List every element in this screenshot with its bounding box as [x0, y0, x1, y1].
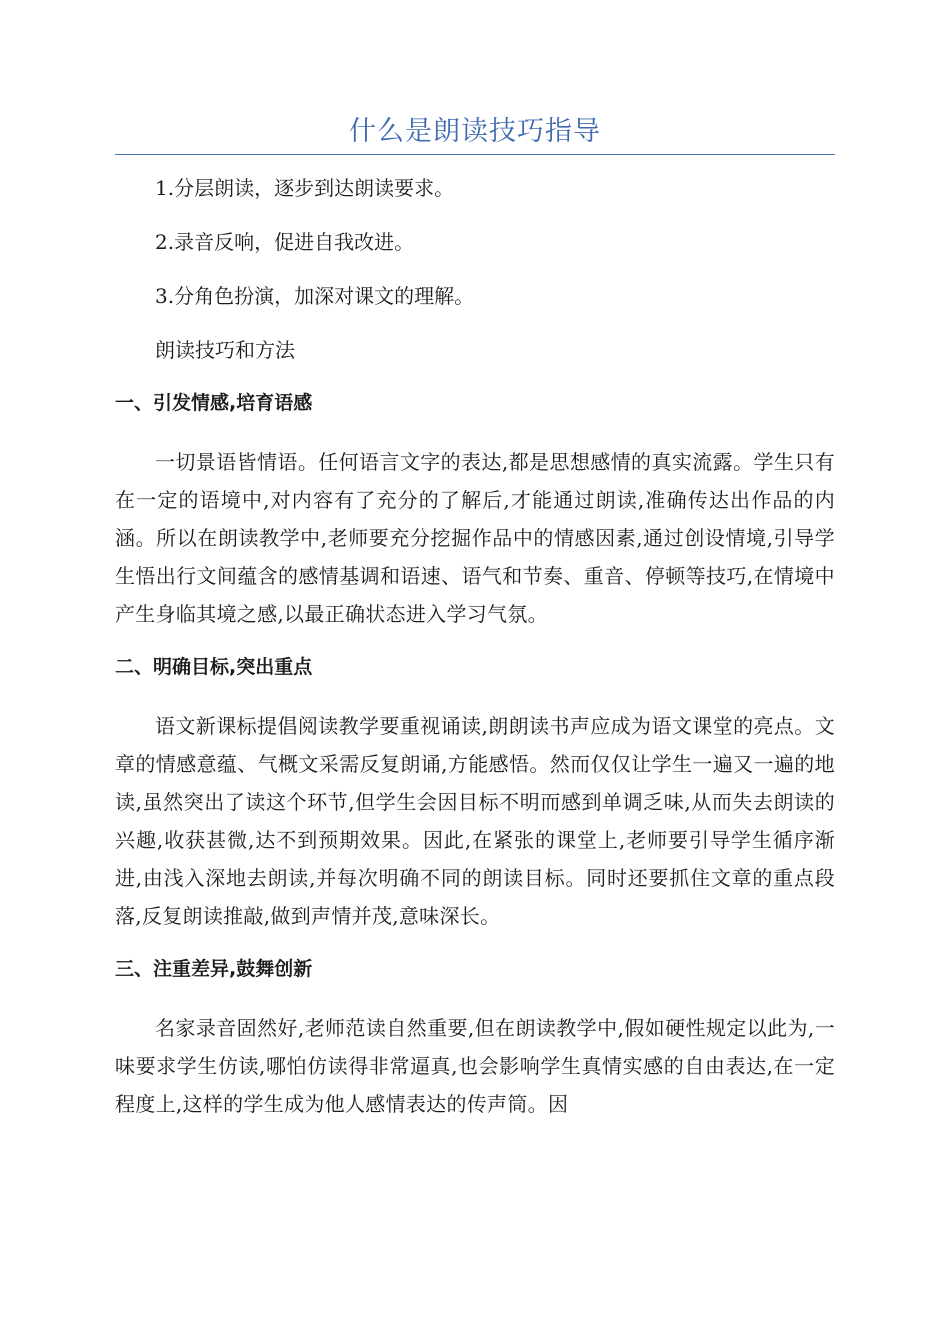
document-body — [115, 172, 835, 1141]
section-heading: 三、注重差异,鼓舞创新 — [115, 958, 313, 980]
list-item: 2.录音反响，促进自我改进。 — [155, 230, 415, 254]
title-underline — [115, 154, 835, 155]
section-paragraph: 名家录音固然好,老师范读自然重要,但在朗读教学中,假如硬性规定以此为,一味要求学生仿读,哪怕仿读得非常逼真,也会影响学生真情实感的自由表达,在一定程度上,这样的学生成为他人感情表达的传声筒。因 — [115, 1016, 835, 1116]
section-heading: 二、明确目标,突出重点 — [115, 656, 313, 678]
section-paragraph: 一切景语皆情语。任何语言文字的表达,都是思想感情的真实流露。学生只有在一定的语境中,对内容有了充分的了解后,才能通过朗读,准确传达出作品的内涵。所以在朗读教学中,老师要充分挖掘作品中的情感因素,通过创设情境,引导学生悟出行文间蕴含的感情基调和语速、语气和节奏、重音、停顿等技巧,在情境中产生身临其境之感,以最正确状态进入学习气氛。 — [115, 450, 835, 626]
list-item: 1.分层朗读，逐步到达朗读要求。 — [155, 176, 455, 200]
list-item: 3.分角色扮演，加深对课文的理解。 — [155, 284, 475, 308]
section-paragraph: 语文新课标提倡阅读教学要重视诵读,朗朗读书声应成为语文课堂的亮点。文章的情感意蕴、气概文采需反复朗诵,方能感悟。然而仅仅让学生一遍又一遍的地读,虽然突出了读这个环节,但学生会因目标不明而感到单调乏味,从而失去朗读的兴趣,收获甚微,达不到预期效果。因此,在紧张的课堂上,老师要引导学生循序渐进,由浅入深地去朗读,并每次明确不同的朗读目标。同时还要抓住文章的重点段落,反复朗读推敲,做到声情并茂,意味深长。 — [115, 714, 835, 928]
document-title: 什么是朗读技巧指导 — [349, 116, 601, 147]
section-subtitle: 朗读技巧和方法 — [155, 338, 295, 362]
section-heading: 一、引发情感,培育语感 — [115, 392, 313, 414]
